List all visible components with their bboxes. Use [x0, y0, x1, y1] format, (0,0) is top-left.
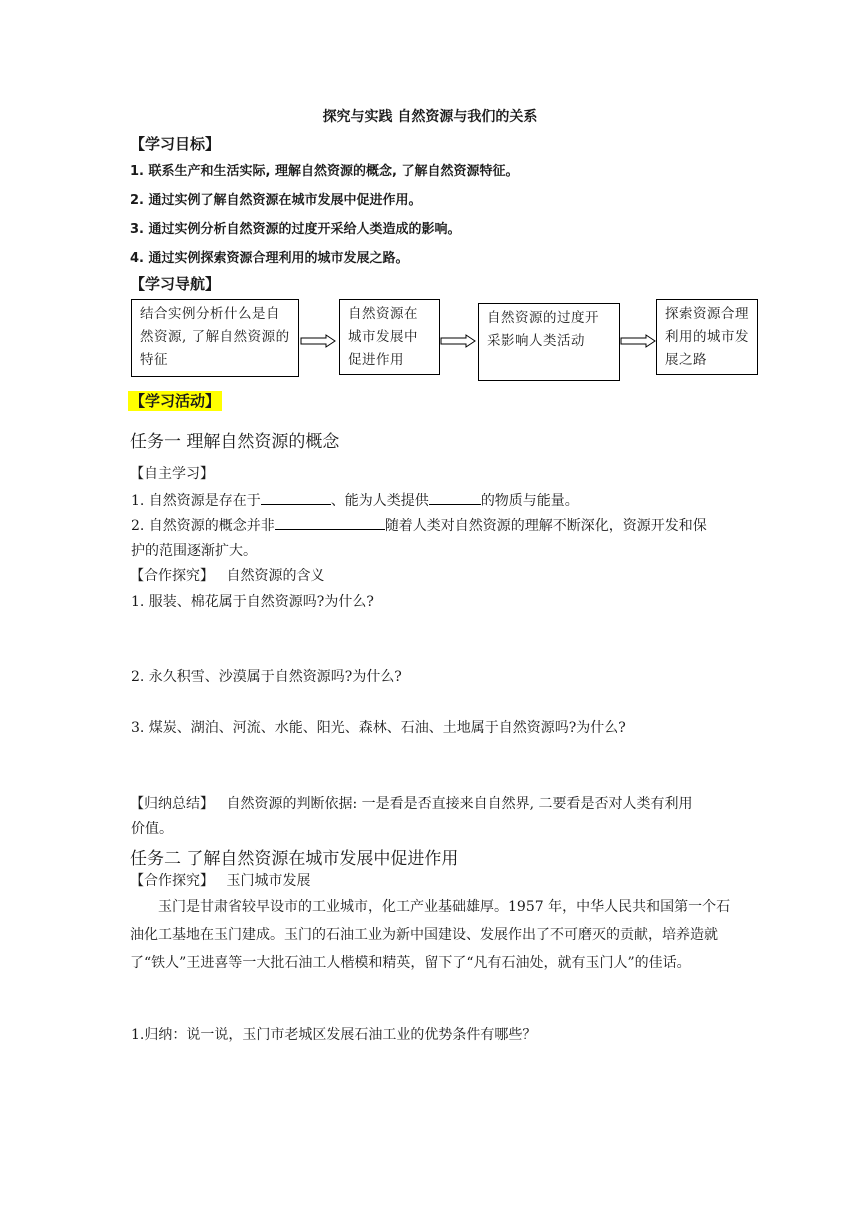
goals-heading: 【学习目标】: [130, 135, 221, 153]
goal-item: 3. 通过实例分析自然资源的过度开采给人类造成的影响。: [130, 222, 461, 237]
coop-inquiry-1: 【合作探究】 自然资源的含义: [130, 568, 325, 584]
question-item: 1.归纳：说一说，玉门市老城区发展石油工业的优势条件有哪些？: [131, 1027, 537, 1043]
question-item: 1. 服装、棉花属于自然资源吗?为什么?: [131, 594, 374, 610]
answer-blank[interactable]: [429, 490, 481, 505]
fill-blank-question-2: 2. 自然资源的概念并非 随着人类对自然资源的理解不断深化，资源开发和保: [131, 515, 707, 535]
nav-box-3: 自然资源的过度开采影响人类活动: [478, 303, 620, 381]
question-continuation: 护的范围逐渐扩大。: [131, 543, 257, 559]
nav-box-2: 自然资源在城市发展中促进作用: [339, 299, 440, 375]
goal-item: 1. 联系生产和生活实际, 理解自然资源的概念, 了解自然资源特征。: [130, 164, 519, 179]
question-item: 3. 煤炭、湖泊、河流、水能、阳光、森林、石油、土地属于自然资源吗?为什么?: [131, 720, 626, 736]
summary-continuation: 价值。: [131, 821, 173, 837]
goal-item: 2. 通过实例了解自然资源在城市发展中促进作用。: [130, 193, 422, 208]
task1-title: 任务一 理解自然资源的概念: [130, 432, 340, 452]
answer-blank[interactable]: [261, 490, 331, 505]
arrow-right-icon: [620, 334, 656, 348]
nav-heading: 【学习导航】: [130, 275, 221, 293]
arrow-right-icon: [440, 334, 476, 348]
arrow-right-icon: [300, 334, 336, 348]
case-paragraph: 玉门是甘肃省较早设市的工业城市，化工产业基础雄厚。1957 年，中华人民共和国第一个石油化工基地在玉门建成。玉门的石油工业为新中国建设、发展作出了不可磨灭的贡献，培养造就了“铁人”王进喜等一大批石油工人楷模和精英，留下了“凡有石油处，就有玉门人”的佳话。: [130, 899, 731, 971]
question-item: 2. 永久积雪、沙漠属于自然资源吗?为什么?: [131, 669, 402, 685]
summary: 【归纳总结】 自然资源的判断依据: 一是看是否直接来自自然界, 二要看是否对人类有利用: [130, 796, 693, 812]
goal-item: 4. 通过实例探索资源合理利用的城市发展之路。: [130, 251, 409, 266]
self-study-label: 【自主学习】: [130, 466, 214, 482]
nav-box-4: 探索资源合理利用的城市发展之路: [656, 299, 758, 375]
answer-blank[interactable]: [275, 515, 385, 530]
task2-title: 任务二 了解自然资源在城市发展中促进作用: [130, 849, 459, 869]
page-title: 探究与实践 自然资源与我们的关系: [322, 109, 538, 125]
coop-inquiry-2: 【合作探究】 玉门城市发展: [130, 873, 311, 889]
fill-blank-question-1: 1. 自然资源是存在于 、能为人类提供 的物质与能量。: [131, 490, 579, 510]
activity-heading: 【学习活动】: [130, 392, 221, 410]
nav-box-1: 结合实例分析什么是自然资源, 了解自然资源的特征: [131, 299, 299, 377]
